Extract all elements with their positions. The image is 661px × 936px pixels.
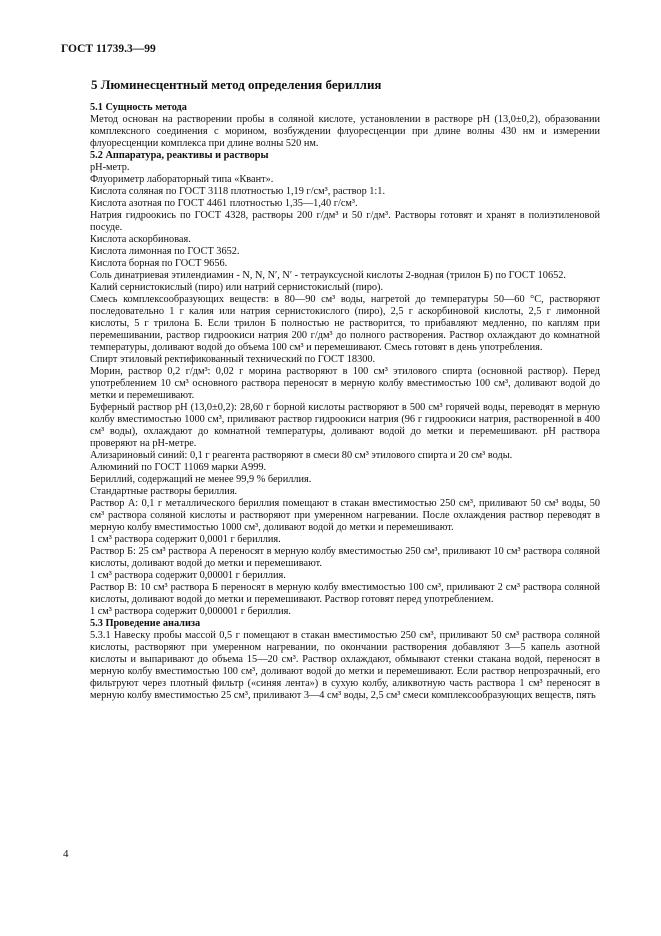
paragraph: Раствор Б: 25 см³ раствора А переносят в мерную колбу вместимостью 250 см³, приливают 10 см³ раствора соляной кислоты, доливают водой до метки и перемешивают. xyxy=(90,546,600,569)
section-title: 5 Люминесцентный метод определения бериллия xyxy=(91,77,382,92)
paragraph: 1 см³ раствора содержит 0,000001 г бериллия. xyxy=(90,606,291,617)
paragraph: Кислота соляная по ГОСТ 3118 плотностью 1,19 г/см³, раствор 1:1. xyxy=(90,186,386,197)
paragraph: Калий сернистокислый (пиро) или натрий сернистокислый (пиро). xyxy=(90,282,384,293)
paragraph: 1 см³ раствора содержит 0,00001 г бериллия. xyxy=(90,570,286,581)
paragraph: Раствор А: 0,1 г металлического бериллия помещают в стакан вместимостью 250 см³, приливают 50 см³ воды, 50 см³ раствора соляной кислоты и растворяют при умеренном нагревании. После охлаждения раствор переводят в мерную колбу вместимостью 1000 см³, доливают водой до метки и перемешивают. xyxy=(90,498,600,533)
paragraph: Спирт этиловый ректификованный технический по ГОСТ 18300. xyxy=(90,354,376,365)
paragraph: Морин, раствор 0,2 г/дм³: 0,02 г морина растворяют в 100 см³ этилового спирта (основной раствор). Перед употреблением 10 см³ основного раствора переносят в мерную колбу вместимостью 100 см³, доливают водой до метки и перемешивают. xyxy=(90,366,600,401)
page-number: 4 xyxy=(63,848,69,860)
paragraph: Кислота лимонная по ГОСТ 3652. xyxy=(90,246,240,257)
paragraph: pH-метр. xyxy=(90,162,130,173)
subsection-heading: 5.1 Сущность метода xyxy=(90,102,187,113)
paragraph: Натрия гидроокись по ГОСТ 4328, растворы 200 г/дм³ и 50 г/дм³. Растворы готовят и хранят в полиэтиленовой посуде. xyxy=(90,210,600,233)
paragraph: Кислота аскорбиновая. xyxy=(90,234,191,245)
paragraph: Буферный раствор pH (13,0±0,2): 28,60 г борной кислоты растворяют в 500 см³ горячей воды, переводят в мерную колбу вместимостью 1000 см³, приливают раствор гидроокиси натрия (96 г гидроокиси натрия, растворенной в 400 см³ воды), охлаждают до комнатной температуры, доливают водой до метки и перемешивают. pH раствора проверяют на pH-метре. xyxy=(90,402,600,449)
paragraph: Стандартные растворы бериллия. xyxy=(90,486,238,497)
paragraph: 5.3.1 Навеску пробы массой 0,5 г помещают в стакан вместимостью 250 см³, приливают 50 см³ раствора соляной кислоты, растворяют при умеренном нагревании, по окончании растворения добавляют 3—5 капель азотной кислоты и выпаривают до объема 15—20 см³. Раствор охлаждают, обмывают стенки стакана водой, переносят в мерную колбу вместимостью 100 см³, доливают водой до метки и перемешивают. Если раствор непрозрачный, его фильтруют через плотный фильтр («синяя лента») в сухую колбу, аликвотную часть раствора 1 см³ переносят в мерную колбу вместимостью 25 см³, приливают 3—4 см³ воды, 2,5 см³ смеси комплексообразующих веществ, пять xyxy=(90,630,600,701)
paragraph: Флуориметр лабораторный типа «Квант». xyxy=(90,174,274,185)
paragraph: Бериллий, содержащий не менее 99,9 % бериллия. xyxy=(90,474,312,485)
paragraph: Кислота борная по ГОСТ 9656. xyxy=(90,258,228,269)
paragraph: Смесь комплексообразующих веществ: в 80—90 см³ воды, нагретой до температуры 50—60 °С, растворяют последовательно 1 г калия или натрия сернистокислого (пиро), 2,5 г аскорбиновой кислоты, 2,5 г лимонной кислоты, 5 г трилона Б. Если трилон Б полностью не растворится, то прибавляют медленно, по каплям при перемешивании, раствор гидроокиси натрия 200 г/дм³ до полного растворения. Раствор охлаждают до комнатной температуры, доливают водой до объема 100 см³ и перемешивают. Смесь готовят в день употребления. xyxy=(90,294,600,353)
paragraph: Алюминий по ГОСТ 11069 марки А999. xyxy=(90,462,267,473)
paragraph: Метод основан на растворении пробы в соляной кислоте, установлении в растворе pH (13,0±0,2), образовании комплексного соединения с морином, возбуждении флуоресценции при длине волны 430 нм и измерении флуоресценции комплекса при длине волны 520 нм. xyxy=(90,114,600,149)
paragraph: 1 см³ раствора содержит 0,0001 г бериллия. xyxy=(90,534,281,545)
paragraph: Соль динатриевая этилендиамин - N, N, N′, N′ - тетрауксусной кислоты 2-водная (трилон Б) по ГОСТ 10652. xyxy=(90,270,566,281)
document-header: ГОСТ 11739.3—99 xyxy=(61,43,156,55)
document-body xyxy=(90,102,600,702)
subsection-heading: 5.3 Проведение анализа xyxy=(90,618,201,629)
subsection-heading: 5.2 Аппаратура, реактивы и растворы xyxy=(90,150,269,161)
paragraph: Ализариновый синий: 0,1 г реагента растворяют в смеси 80 см³ этилового спирта и 20 см³ воды. xyxy=(90,450,513,461)
paragraph: Раствор В: 10 см³ раствора Б переносят в мерную колбу вместимостью 100 см³, приливают 2 см³ раствора соляной кислоты, доливают водой до метки и перемешивают. Раствор готовят перед употреблением. xyxy=(90,582,600,605)
paragraph: Кислота азотная по ГОСТ 4461 плотностью 1,35—1,40 г/см³. xyxy=(90,198,358,209)
